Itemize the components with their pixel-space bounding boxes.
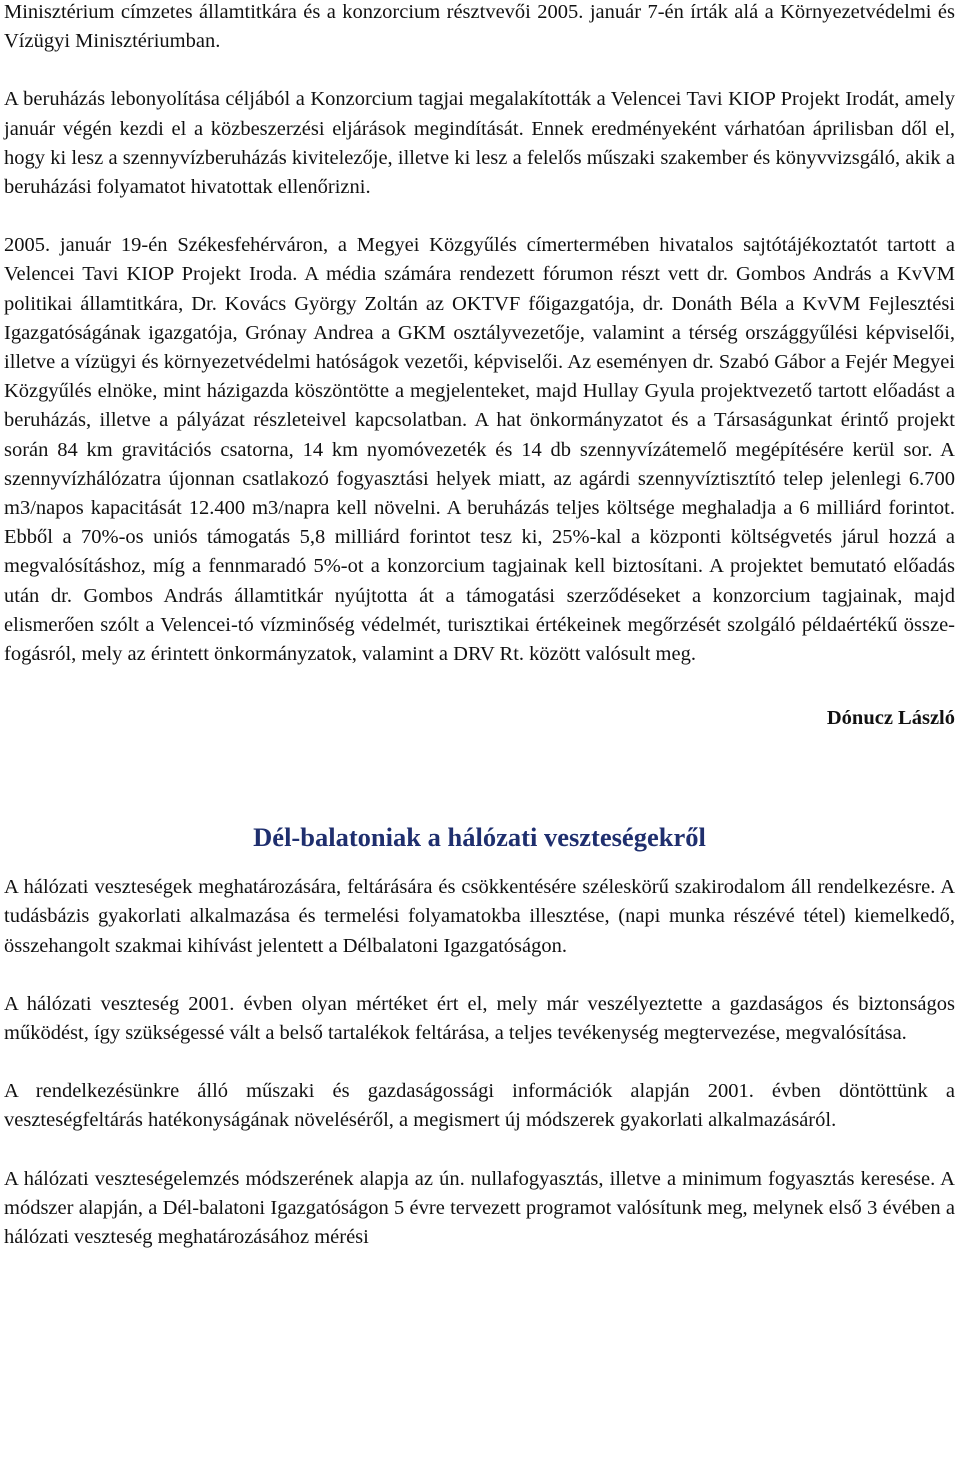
article-paragraph: 2005. január 19-én Székesfehérváron, a Megyei Közgyűlés címertermében hivatalos sajtótájékoztatót tartott a Velencei Tavi KIOP Projekt Iroda. A média számára rendezett fórumon részt vett dr. Gombos András a KvVM politikai államtitkára, Dr. Kovács György Zoltán az OKTVF főigazgatója, dr. Donáth Béla a KvVM Fejlesztési Igazgatóságának igazgatója, Grónay Andrea a GKM osztályvezetője, valamint a térség országgyűlési képviselői, illetve a vízügyi és környezetvédelmi hatóságok vezetői, képviselői. Az eseményen dr. Szabó Gábor a Fejér Megyei Közgyűlés elnöke, mint házigazda köszöntötte a megjelenteket, majd Hullay Gyula projektvezető tartott előadást a beruházás, illetve a pályázat részleteivel kapcsolatban. A hat önkormányzatot és a Társaságunkat érintő projekt során 84 km gravitációs csatorna, 14 km nyomóvezeték és 14 db szennyvízátemelő megépítésére kerül sor. A szennyvízhálózatra újonnan csatlakozó fogyasztási helyek miatt, az agárdi szennyvíztisztító telep jelenlegi 6.700 m3/napos kapacitását 12.400 m3/napra kell növelni. A beruházás teljes költsége meghaladja a 6 milliárd forintot. Ebből a 70%-os uniós támogatás 5,8 milliárd forintot tesz ki, 25%-kal a központi költségvetés járul hozzá a megvalósításhoz, míg a fennmaradó 5%-ot a konzorcium tagjainak kell biztosítani. A projektet bemutató előadás után dr. Gombos András államtitkár nyújtotta át a támogatási szerződéseket a konzorcium tagjainak, majd elismerően szólt a Velencei-tó vízminőség védelmét, turisztikai értékeinek megőrzését szolgáló példaértékű összefogásról, mely az érintett önkormányzatok, valamint a DRV Rt. között valósult meg. bbox=[4, 234, 955, 666]
document-page bbox=[4, 0, 955, 1252]
section-heading: Dél-balatoniak a hálózati veszteségekről bbox=[253, 822, 706, 853]
section-paragraph: A hálózati veszteségek meghatározására, feltárására és csökkentésére széleskörű szakirodalom áll rendelkezésre. A tudásbázis gyakorlati alkalmazása és termelési folyamatokba illesztése, (napi munka részévé tétel) kiemelkedő, összehangolt szakmai kihívást jelentett a Délbalatoni Igazgatóságon. bbox=[4, 876, 955, 957]
author-signature: Dónucz László bbox=[826, 707, 955, 730]
article-paragraph: A beruházás lebonyolítása céljából a Konzorcium tagjai megalakították a Velencei Tavi KIOP Projekt Irodát, amely január végén kezdi el a közbeszerzési eljárások megindítását. Ennek eredményeként várhatóan áprilisban dől el, hogy ki lesz a szennyvízberuházás kivitelezője, illetve ki lesz a felelős műszaki szakember és könyvvizsgáló, akik a beruházási folyamatot hivatottak ellenőrizni. bbox=[4, 88, 955, 199]
section-paragraph: A hálózati veszteségelemzés módszerének alapja az ún. nullafogyasztás, illetve a minimum fogyasztás keresése. A módszer alapján, a Dél-balatoni Igazgatóságon 5 évre tervezett programot valósítunk meg, melynek első 3 évében a hálózati veszteség meghatározásához mérési bbox=[4, 1167, 955, 1249]
section-paragraph: A rendelkezésünkre álló műszaki és gazdaságossági információk alapján 2001. évben döntöttünk a veszteségfeltárás hatékonyságának növeléséről, a megismert új módszerek gyakorlati alkalmazásáról. bbox=[4, 1080, 955, 1132]
section-paragraph: A hálózati veszteség 2001. évben olyan mértéket ért el, mely már veszélyeztette a gazdaságos és biztonságos működést, így szükségessé vált a belső tartalékok feltárása, a teljes tevékenység megtervezése, megvalósítása. bbox=[4, 992, 955, 1045]
article-paragraph: Minisztérium címzetes államtitkára és a konzorcium résztvevői 2005. január 7-én írták alá a Környezetvédelmi és Vízügyi Minisztériumban. bbox=[4, 1, 955, 53]
